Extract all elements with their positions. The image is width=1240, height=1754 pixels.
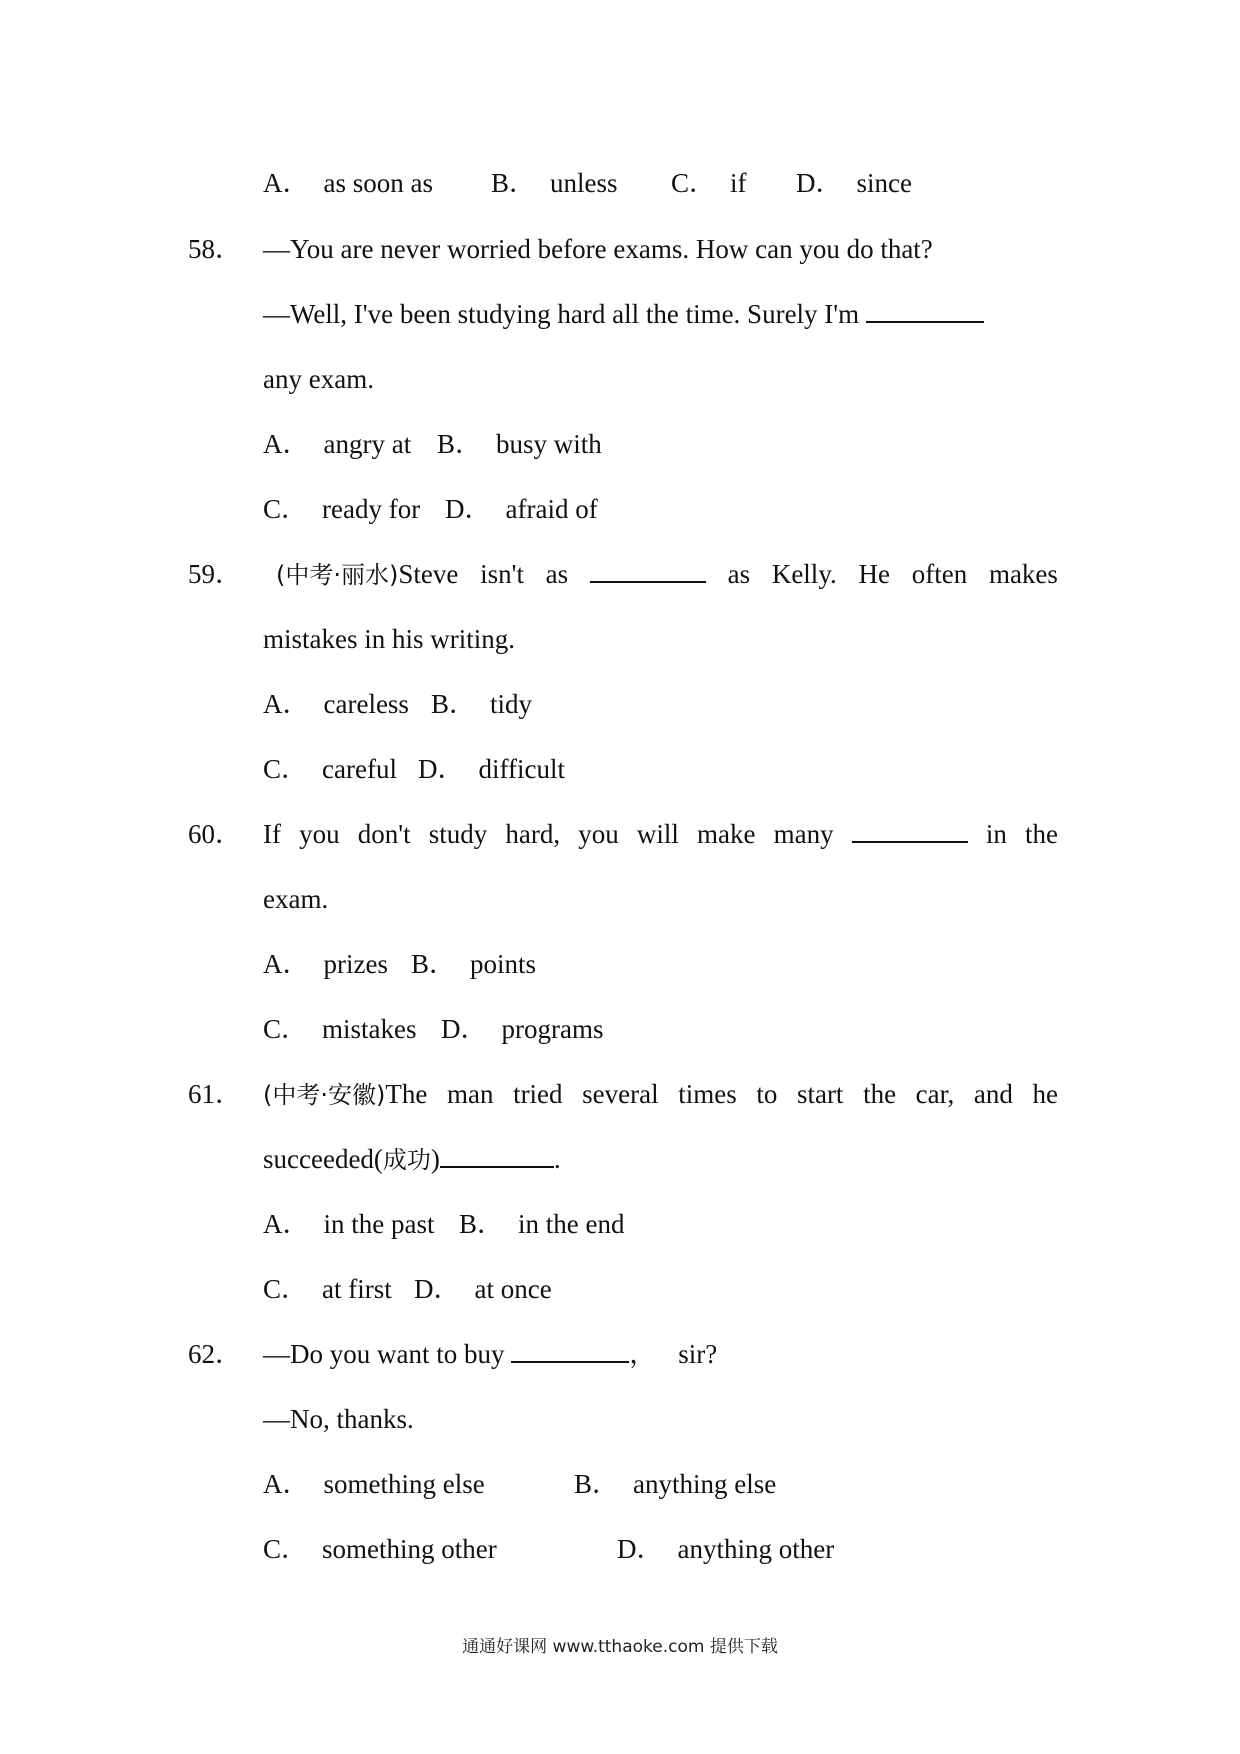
- q61-option-a: A． in the past: [263, 1209, 435, 1239]
- q62-option-c: C． something other: [263, 1534, 497, 1564]
- q61-line2: succeeded(成功) .: [263, 1144, 561, 1174]
- q62-option-d: D． anything other: [617, 1534, 835, 1564]
- q60-answer-blank[interactable]: [852, 817, 968, 843]
- q61-option-b: B． in the end: [459, 1209, 625, 1239]
- q58-option-d: D． afraid of: [445, 494, 598, 524]
- q59-number: 59．: [188, 559, 242, 589]
- q58-line1: —You are never worried before exams. How can you do that?: [263, 234, 933, 264]
- q59-option-d: D． difficult: [418, 754, 565, 784]
- q61-number: 61．: [188, 1079, 242, 1109]
- q61-answer-blank[interactable]: [440, 1142, 554, 1168]
- q59-option-a: A． careless: [263, 689, 409, 719]
- q57-option-d: D． since: [796, 168, 912, 198]
- q58-option-a: A． angry at: [263, 429, 412, 459]
- q58-line2: —Well, I've been studying hard all the time. Surely I'm: [263, 297, 984, 331]
- q58-line3: any exam.: [263, 364, 374, 394]
- q59-option-b: B． tidy: [431, 689, 533, 719]
- q58-number: 58．: [188, 234, 242, 264]
- q61-option-d: D． at once: [414, 1274, 552, 1304]
- q62-line2: —No, thanks.: [263, 1404, 414, 1434]
- q58-option-b: B． busy with: [437, 429, 602, 459]
- q59-source: (中考·丽水): [276, 561, 399, 589]
- q60-number: 60．: [188, 819, 242, 849]
- q59-answer-blank[interactable]: [590, 557, 706, 583]
- q57-option-c: C． if: [671, 168, 747, 198]
- q60-line1: If you don't study hard, you will make many in the: [263, 819, 1058, 849]
- q61-source: (中考·安徽): [263, 1081, 386, 1109]
- q59-line1: (中考·丽水)Steve isn't as as Kelly. He often makes: [276, 559, 1058, 589]
- q58-answer-blank[interactable]: [866, 297, 984, 323]
- q62-option-a: A． something else: [263, 1469, 485, 1499]
- q60-line2: exam.: [263, 884, 329, 914]
- q60-option-d: D． programs: [441, 1014, 604, 1044]
- q62-option-b: B． anything else: [574, 1469, 777, 1499]
- q61-option-c: C． at first: [263, 1274, 392, 1304]
- q61-line1: (中考·安徽)The man tried several times to start the car, and he: [263, 1079, 1058, 1109]
- q58-option-c: C． ready for: [263, 494, 421, 524]
- q62-answer-blank[interactable]: [511, 1337, 629, 1363]
- q62-line1: —Do you want to buy ， sir?: [263, 1339, 718, 1369]
- q60-option-b: B． points: [411, 949, 537, 979]
- q62-number: 62．: [188, 1339, 242, 1369]
- q60-option-c: C． mistakes: [263, 1014, 417, 1044]
- q60-option-a: A． prizes: [263, 949, 388, 979]
- footer-download-note: 通通好课网 www.tthaoke.com 提供下载: [462, 1637, 778, 1657]
- q59-line2: mistakes in his writing.: [263, 624, 515, 654]
- q57-option-b: B． unless: [491, 168, 618, 198]
- q57-option-a: A． as soon as: [263, 168, 433, 198]
- q59-option-c: C． careful: [263, 754, 397, 784]
